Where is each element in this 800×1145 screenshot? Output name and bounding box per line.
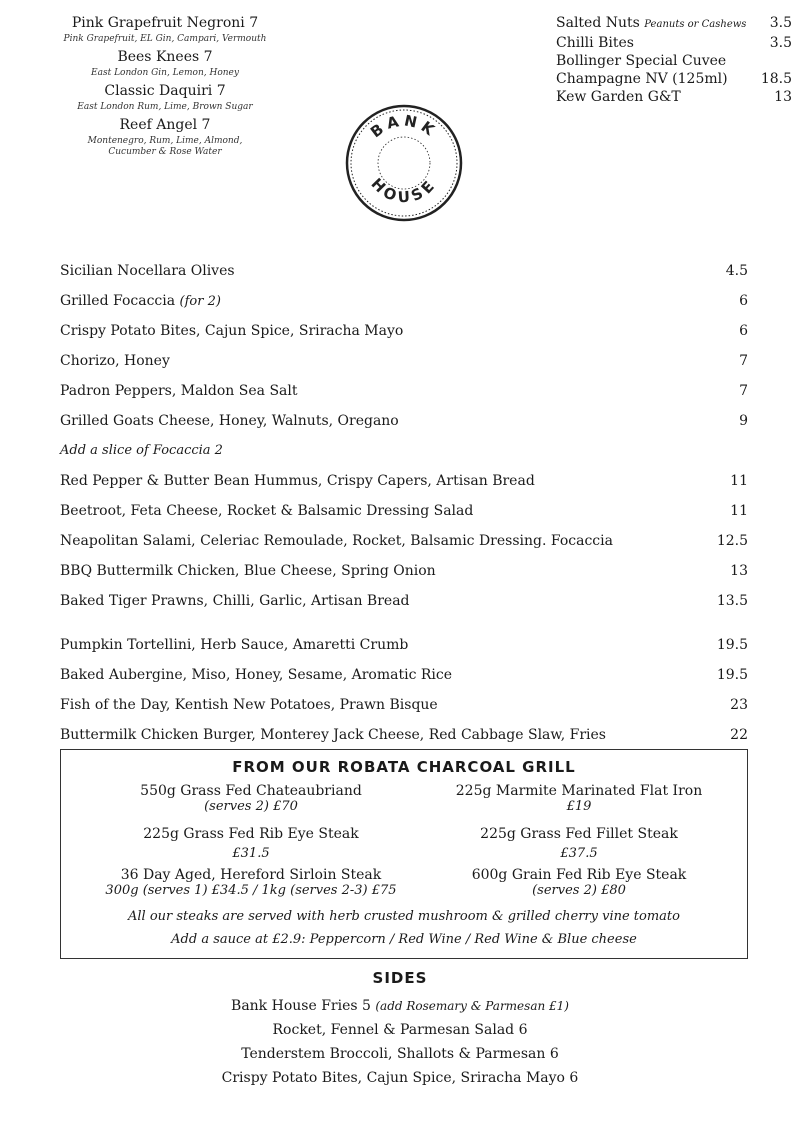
sides-title: SIDES	[372, 969, 428, 987]
menu-item: Padron Peppers, Maldon Sea Salt 7	[60, 378, 748, 408]
menu-item: Beetroot, Feta Cheese, Rocket & Balsamic Dressing Salad 11	[60, 498, 748, 528]
price: 19.5	[716, 667, 748, 683]
menu-addon-note: Add a slice of Focaccia 2	[60, 443, 223, 458]
price: 11	[730, 503, 748, 519]
grill-title: FROM OUR ROBATA CHARCOAL GRILL	[232, 758, 576, 776]
menu-item: Chorizo, Honey 7	[60, 348, 748, 378]
cocktail-desc: Montenegro, Rum, Lime, Almond, Cucumber & Rose Water	[87, 136, 243, 157]
side-item: Crispy Potato Bites, Cajun Spice, Sriracha Mayo 6	[221, 1070, 579, 1086]
menu-item: Neapolitan Salami, Celeriac Remoulade, Rocket, Balsamic Dressing. Focaccia 12.5	[60, 528, 748, 558]
grill-item: 225g Grass Fed Rib Eye Steak £31.5	[143, 826, 359, 861]
grill-section	[60, 749, 748, 959]
bar-item: Kew Garden G&T 13	[556, 89, 792, 105]
side-item: Rocket, Fennel & Parmesan Salad 6	[272, 1022, 528, 1038]
cocktail-desc: Pink Grapefruit, EL Gin, Campari, Vermouth	[63, 34, 267, 44]
menu-item: BBQ Buttermilk Chicken, Blue Cheese, Spring Onion 13	[60, 558, 748, 588]
svg-text:HOUSE: HOUSE	[367, 174, 441, 207]
price: 12.5	[716, 533, 748, 549]
price: 9	[739, 413, 748, 429]
price: 7	[739, 383, 748, 399]
menu-item: Sicilian Nocellara Olives 4.5	[60, 258, 748, 288]
grill-item: 600g Grain Fed Rib Eye Steak (serves 2) £80	[471, 867, 687, 898]
price: 3.5	[769, 35, 792, 51]
grill-item: 36 Day Aged, Hereford Sirloin Steak 300g (serves 1) £34.5 / 1kg (serves 2-3) £75	[105, 867, 397, 898]
cocktail-desc: East London Rum, Lime, Brown Sugar	[77, 102, 253, 112]
price: 3.5	[769, 15, 792, 31]
bar-list	[556, 14, 792, 106]
cocktail-name: Bees Knees 7	[117, 49, 213, 65]
cocktail-name: Classic Daquiri 7	[104, 83, 226, 99]
menu-item: Red Pepper & Butter Bean Hummus, Crispy Capers, Artisan Bread 11	[60, 468, 748, 498]
price: 13	[730, 563, 748, 579]
price: 7	[739, 353, 748, 369]
grill-item: 225g Grass Fed Fillet Steak £37.5	[480, 826, 678, 861]
menu-item: Baked Tiger Prawns, Chilli, Garlic, Artisan Bread 13.5	[60, 588, 748, 618]
menu-item: Grilled Goats Cheese, Honey, Walnuts, Oregano 9	[60, 408, 748, 438]
main-item: Fish of the Day, Kentish New Potatoes, Prawn Bisque 23	[60, 692, 748, 722]
bar-item: Salted Nuts Peanuts or Cashews 3.5	[556, 14, 792, 34]
menu-item: Grilled Focaccia (for 2) 6	[60, 288, 748, 318]
bank-house-logo	[345, 104, 463, 222]
side-item: Tenderstem Broccoli, Shallots & Parmesan 6	[241, 1046, 559, 1062]
bar-item: Champagne NV (125ml) 18.5	[556, 71, 792, 87]
grill-note: All our steaks are served with herb crusted mushroom & grilled cherry vine tomato	[128, 909, 680, 924]
sides-list	[0, 994, 800, 1090]
cocktail-desc: East London Gin, Lemon, Honey	[91, 68, 239, 78]
main-item: Baked Aubergine, Miso, Honey, Sesame, Aromatic Rice 19.5	[60, 662, 748, 692]
price: 11	[730, 473, 748, 489]
grill-sauce-note: Add a sauce at £2.9: Peppercorn / Red Wine / Red Wine & Blue cheese	[171, 932, 637, 947]
price: 18.5	[760, 71, 792, 87]
price: 19.5	[716, 637, 748, 653]
menu-list	[60, 258, 748, 752]
bar-item: Chilli Bites 3.5	[556, 35, 792, 51]
price: 6	[739, 293, 748, 309]
grill-item: 225g Marmite Marinated Flat Iron £19	[455, 783, 703, 814]
side-item: Bank House Fries 5 (add Rosemary & Parmesan £1)	[231, 998, 569, 1014]
cocktail-name: Reef Angel 7	[119, 117, 211, 133]
grill-item: 550g Grass Fed Chateaubriand (serves 2) £70	[140, 783, 362, 814]
price: 13	[774, 89, 792, 105]
cocktail-list	[40, 14, 290, 161]
main-item: Pumpkin Tortellini, Herb Sauce, Amaretti Crumb 19.5	[60, 632, 748, 662]
price: 13.5	[716, 593, 748, 609]
price: 4.5	[725, 263, 748, 279]
cocktail-name: Pink Grapefruit Negroni 7	[71, 15, 259, 31]
main-item: Buttermilk Chicken Burger, Monterey Jack Cheese, Red Cabbage Slaw, Fries 22	[60, 722, 748, 752]
price: 6	[739, 323, 748, 339]
menu-item: Crispy Potato Bites, Cajun Spice, Sriracha Mayo 6	[60, 318, 748, 348]
price: 22	[730, 727, 748, 743]
bar-item: Bollinger Special Cuvee	[556, 53, 727, 69]
price: 23	[730, 697, 748, 713]
svg-text:BANK: BANK	[367, 111, 441, 142]
